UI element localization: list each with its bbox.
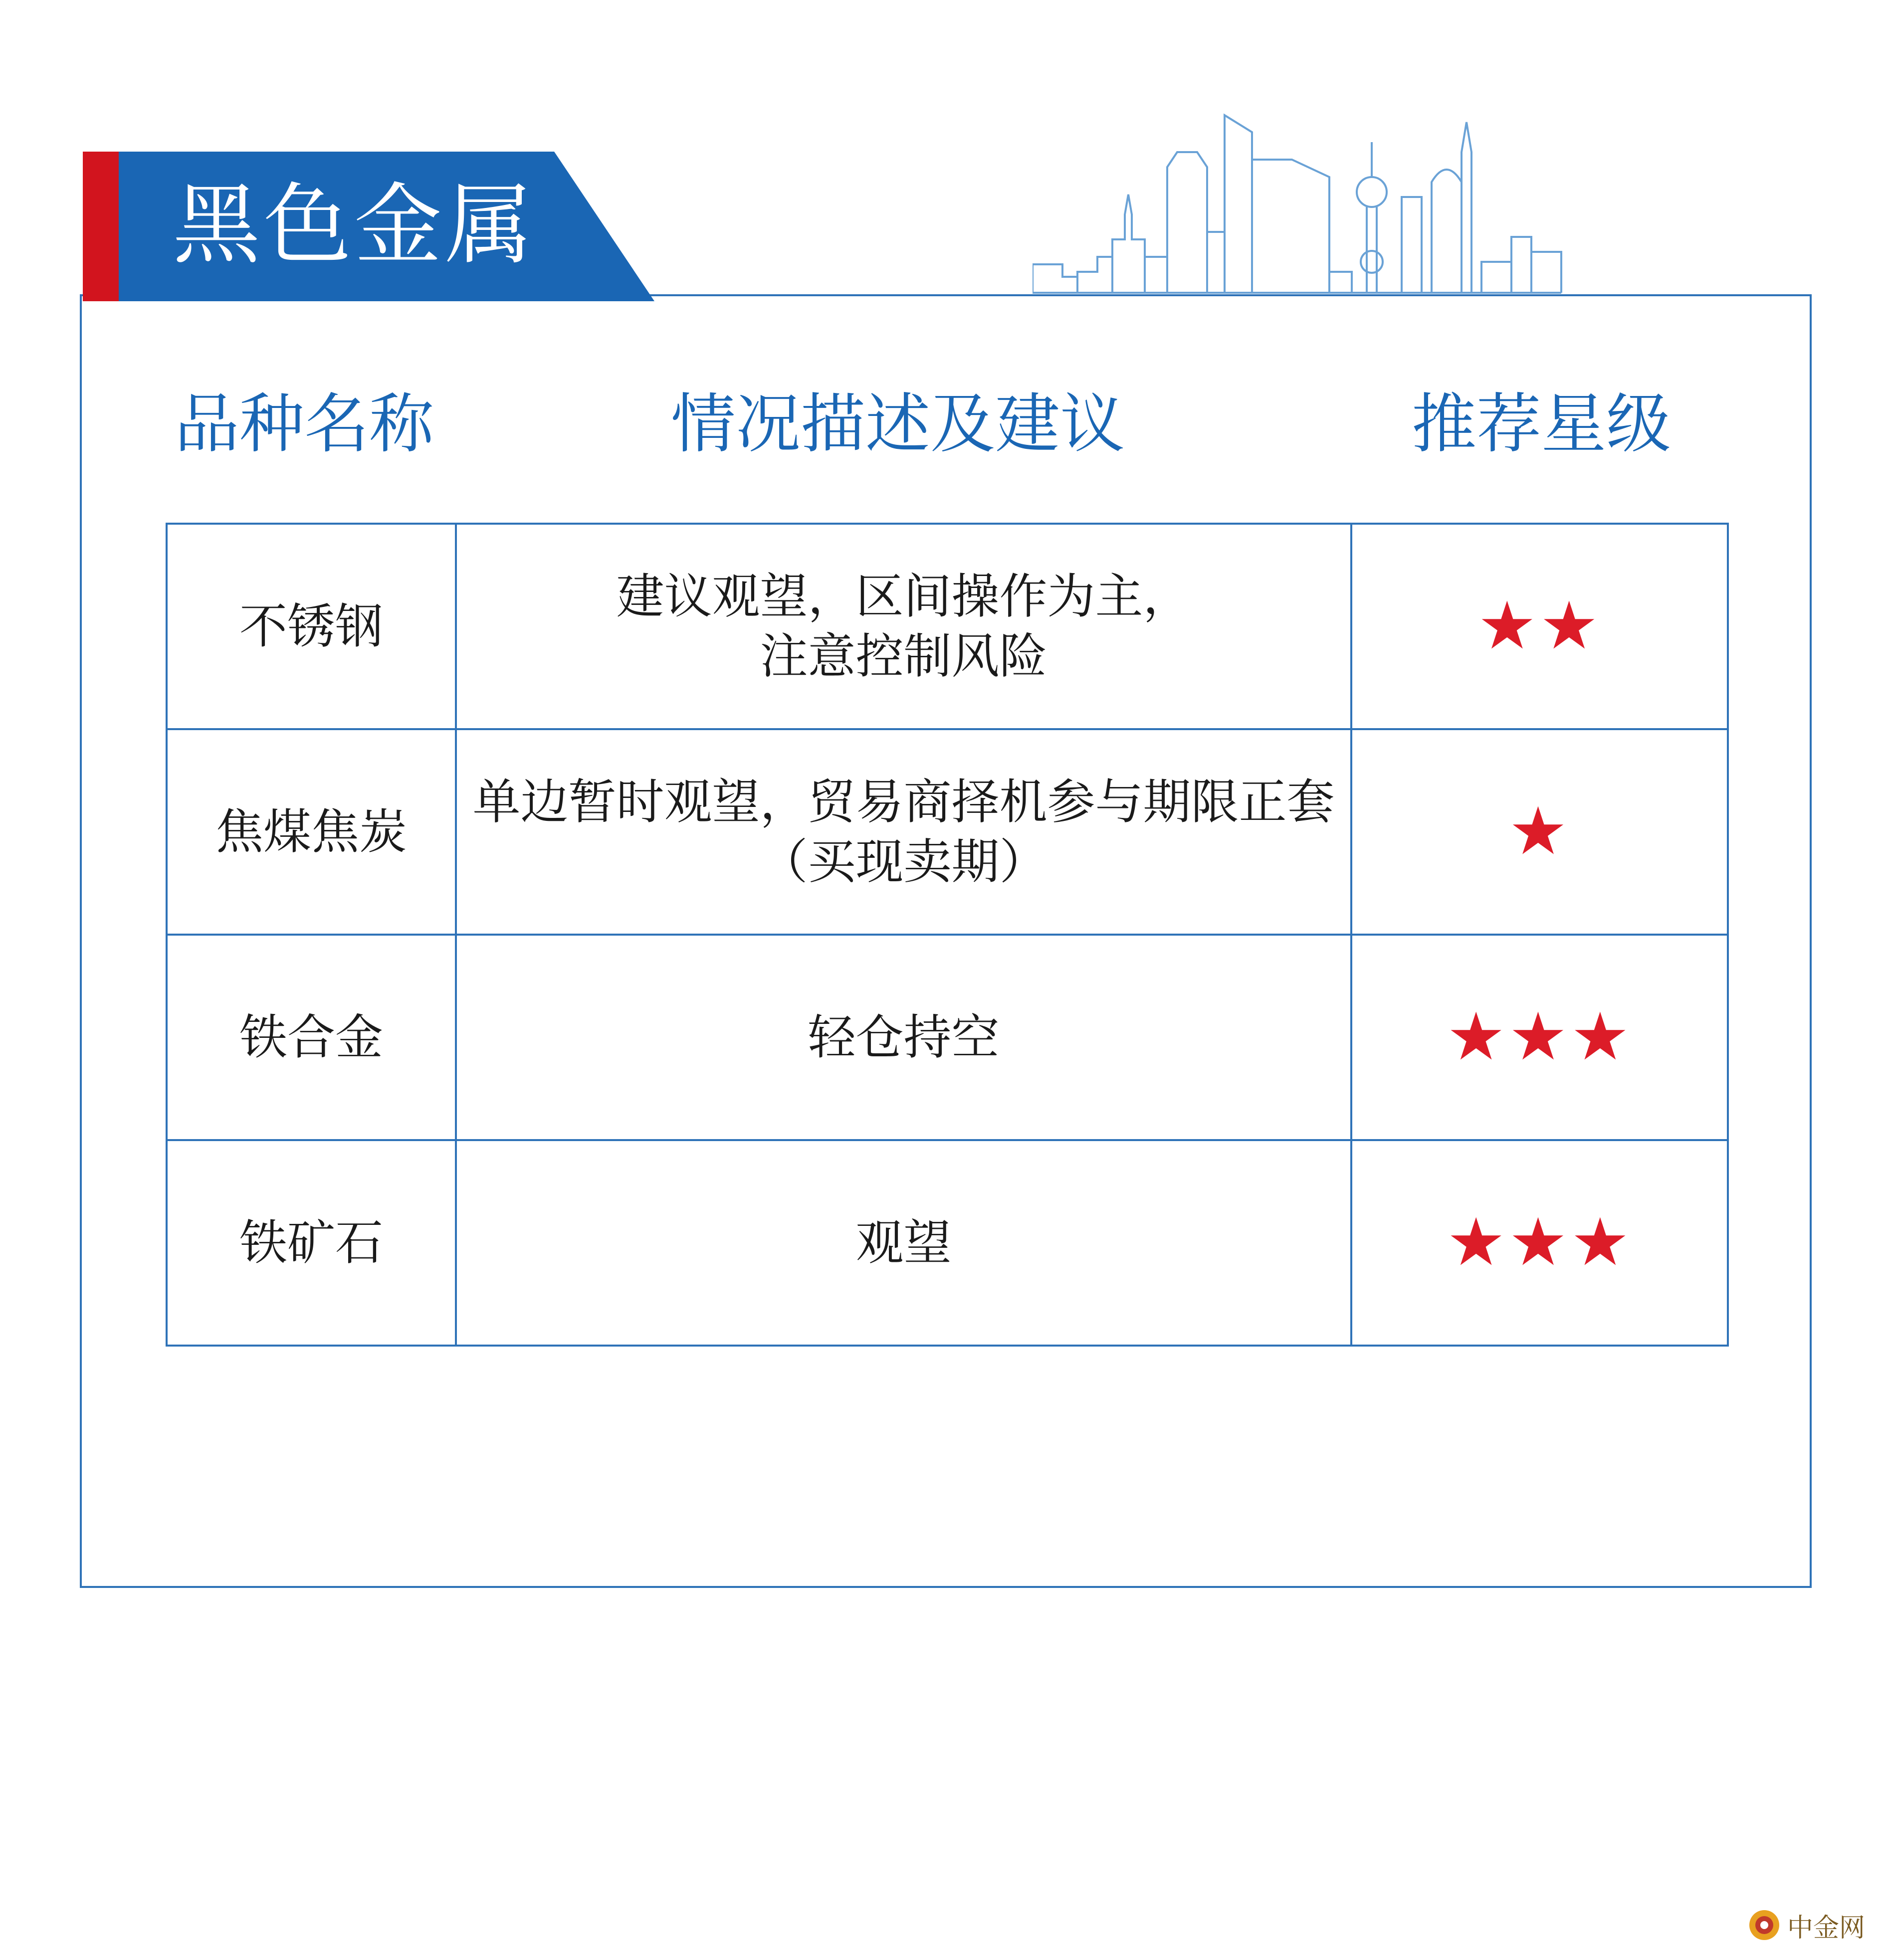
- star-rating-icon: ★: [1508, 793, 1571, 870]
- star-rating-icon: ★★★: [1446, 1204, 1633, 1281]
- rating-cell: [1351, 1140, 1728, 1346]
- section-title: 黑色金属: [173, 174, 536, 276]
- variety-cell: 铁矿石: [167, 1140, 456, 1346]
- description-line: 注意控制风险: [760, 628, 1047, 684]
- variety-cell: 焦煤焦炭: [167, 729, 456, 935]
- rating-cell: [1351, 935, 1728, 1140]
- description-line: 单边暂时观望，贸易商择机参与期限正套: [472, 774, 1335, 830]
- section-title-banner: [83, 152, 654, 301]
- table-row: [167, 935, 1728, 1140]
- rating-cell: [1351, 524, 1728, 729]
- city-skyline-illustration: [1033, 112, 1771, 297]
- description-line: 建议观望，区间操作为主，: [616, 569, 1191, 624]
- description-cell: [456, 729, 1351, 935]
- table-row: [167, 729, 1728, 935]
- variety-cell: 不锈钢: [167, 524, 456, 729]
- column-header-rating: 推荐星级: [1411, 386, 1671, 462]
- watermark-text: 中金网: [1787, 1913, 1865, 1943]
- description-cell: [456, 935, 1351, 1140]
- star-rating-icon: ★★: [1477, 588, 1602, 664]
- description-line: （买现卖期）: [760, 834, 1047, 890]
- column-header-variety: 品种名称: [175, 386, 434, 462]
- star-rating-icon: ★★★: [1446, 998, 1633, 1075]
- rating-cell: [1351, 729, 1728, 935]
- description-cell: [456, 524, 1351, 729]
- column-header-description: 情况描述及建议: [670, 386, 1125, 462]
- table-row: [167, 1140, 1728, 1346]
- description-line: 观望: [855, 1215, 952, 1271]
- description-cell: [456, 1140, 1351, 1346]
- variety-cell: 铁合金: [167, 935, 456, 1140]
- watermark: [1748, 1905, 1865, 1945]
- table-row: [167, 524, 1728, 729]
- watermark-logo-icon: [1748, 1909, 1780, 1941]
- description-line: 轻仓持空: [808, 1009, 1000, 1065]
- recommendation-table: [166, 523, 1729, 1347]
